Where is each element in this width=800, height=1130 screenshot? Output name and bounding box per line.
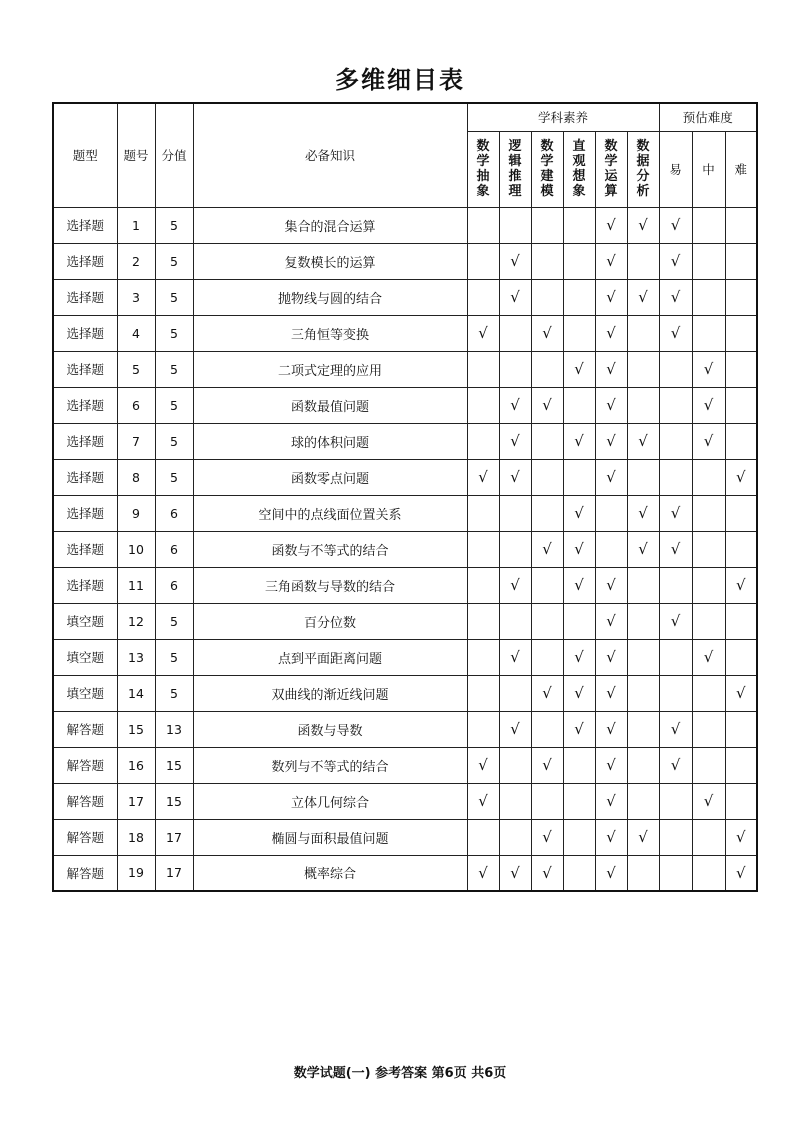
cell-literacy-check: [467, 819, 499, 855]
header-difficulty-2: 中: [692, 131, 725, 207]
cell-literacy-check: √: [563, 495, 595, 531]
cell-score: 5: [155, 639, 193, 675]
cell-difficulty-check: [725, 243, 757, 279]
cell-literacy-check: [563, 459, 595, 495]
cell-number: 7: [117, 423, 155, 459]
cell-type: 填空题: [53, 675, 117, 711]
header-literacy-3: [531, 131, 563, 207]
cell-literacy-check: [531, 495, 563, 531]
cell-knowledge: 三角函数与导数的结合: [193, 567, 467, 603]
cell-difficulty-check: √: [659, 495, 692, 531]
cell-knowledge: 复数模长的运算: [193, 243, 467, 279]
cell-literacy-check: [627, 675, 659, 711]
cell-literacy-check: [531, 711, 563, 747]
cell-knowledge: 抛物线与圆的结合: [193, 279, 467, 315]
cell-literacy-check: [467, 567, 499, 603]
cell-literacy-check: [467, 639, 499, 675]
cell-literacy-check: [499, 819, 531, 855]
cell-literacy-check: [467, 603, 499, 639]
cell-knowledge: 函数零点问题: [193, 459, 467, 495]
cell-difficulty-check: [692, 819, 725, 855]
cell-literacy-check: [595, 531, 627, 567]
cell-score: 15: [155, 783, 193, 819]
cell-difficulty-check: [659, 423, 692, 459]
cell-difficulty-check: [725, 423, 757, 459]
cell-type: 解答题: [53, 855, 117, 891]
table-row: [53, 783, 757, 819]
cell-difficulty-check: [725, 279, 757, 315]
cell-type: 选择题: [53, 207, 117, 243]
cell-literacy-check: [531, 279, 563, 315]
cell-knowledge: 空间中的点线面位置关系: [193, 495, 467, 531]
cell-literacy-check: [467, 207, 499, 243]
header-literacy-2: [499, 131, 531, 207]
cell-literacy-check: [531, 351, 563, 387]
cell-score: 5: [155, 351, 193, 387]
table-row: [53, 639, 757, 675]
cell-literacy-check: [627, 351, 659, 387]
cell-knowledge: 百分位数: [193, 603, 467, 639]
cell-literacy-check: √: [627, 207, 659, 243]
cell-difficulty-check: √: [692, 387, 725, 423]
cell-literacy-check: √: [531, 819, 563, 855]
header-literacy-1: [467, 131, 499, 207]
cell-number: 12: [117, 603, 155, 639]
page-footer: 数学试题(一) 参考答案 第6页 共6页: [293, 1066, 507, 1081]
cell-type: 选择题: [53, 495, 117, 531]
cell-number: 13: [117, 639, 155, 675]
table-row: [53, 855, 757, 891]
cell-knowledge: 函数最值问题: [193, 387, 467, 423]
cell-literacy-check: [467, 243, 499, 279]
cell-literacy-check: √: [499, 423, 531, 459]
header-literacy-6: [627, 131, 659, 207]
cell-difficulty-check: [692, 747, 725, 783]
cell-score: 6: [155, 495, 193, 531]
cell-difficulty-check: [659, 639, 692, 675]
header-literacy-label: 数学建模: [540, 139, 554, 199]
cell-score: 5: [155, 423, 193, 459]
cell-literacy-check: √: [595, 819, 627, 855]
cell-literacy-check: √: [467, 747, 499, 783]
cell-literacy-check: √: [467, 855, 499, 891]
cell-knowledge: 点到平面距离问题: [193, 639, 467, 675]
cell-type: 选择题: [53, 351, 117, 387]
cell-knowledge: 球的体积问题: [193, 423, 467, 459]
cell-literacy-check: [627, 855, 659, 891]
cell-literacy-check: [499, 531, 531, 567]
cell-number: 14: [117, 675, 155, 711]
cell-score: 15: [155, 747, 193, 783]
cell-difficulty-check: √: [692, 639, 725, 675]
cell-knowledge: 三角恒等变换: [193, 315, 467, 351]
cell-literacy-check: √: [499, 855, 531, 891]
table-row: [53, 495, 757, 531]
cell-literacy-check: [499, 207, 531, 243]
cell-literacy-check: √: [627, 279, 659, 315]
table-row: [53, 747, 757, 783]
cell-literacy-check: [563, 747, 595, 783]
cell-literacy-check: [499, 495, 531, 531]
cell-difficulty-check: [692, 603, 725, 639]
header-difficulty-group: 预估难度: [659, 103, 757, 131]
cell-literacy-check: [563, 855, 595, 891]
cell-difficulty-check: [692, 567, 725, 603]
cell-literacy-check: [499, 351, 531, 387]
header-score: 分值: [155, 103, 193, 207]
cell-score: 5: [155, 207, 193, 243]
cell-literacy-check: √: [595, 603, 627, 639]
cell-knowledge: 函数与导数: [193, 711, 467, 747]
cell-literacy-check: √: [627, 495, 659, 531]
header-literacy-label: 数学运算: [604, 139, 618, 199]
cell-literacy-check: √: [563, 711, 595, 747]
cell-literacy-check: [467, 387, 499, 423]
cell-difficulty-check: [692, 675, 725, 711]
cell-knowledge: 函数与不等式的结合: [193, 531, 467, 567]
cell-score: 17: [155, 855, 193, 891]
table-row: [53, 819, 757, 855]
cell-literacy-check: [627, 459, 659, 495]
table-row: [53, 315, 757, 351]
cell-literacy-check: √: [531, 387, 563, 423]
header-literacy-label: 数据分析: [636, 139, 650, 199]
cell-literacy-check: √: [595, 387, 627, 423]
cell-difficulty-check: [725, 315, 757, 351]
table-row: [53, 459, 757, 495]
table-row: [53, 207, 757, 243]
cell-difficulty-check: √: [725, 855, 757, 891]
cell-knowledge: 数列与不等式的结合: [193, 747, 467, 783]
cell-difficulty-check: [659, 675, 692, 711]
cell-score: 13: [155, 711, 193, 747]
cell-number: 16: [117, 747, 155, 783]
cell-difficulty-check: √: [659, 711, 692, 747]
cell-literacy-check: √: [595, 711, 627, 747]
cell-literacy-check: [499, 603, 531, 639]
cell-difficulty-check: [725, 603, 757, 639]
cell-difficulty-check: [659, 855, 692, 891]
cell-number: 17: [117, 783, 155, 819]
table-row: [53, 567, 757, 603]
cell-number: 4: [117, 315, 155, 351]
cell-literacy-check: [499, 783, 531, 819]
cell-difficulty-check: [692, 855, 725, 891]
cell-literacy-check: √: [499, 279, 531, 315]
specification-table: [52, 102, 758, 892]
cell-difficulty-check: [659, 459, 692, 495]
header-literacy-4: [563, 131, 595, 207]
cell-number: 18: [117, 819, 155, 855]
page-title: 多维细目表: [335, 66, 465, 94]
cell-literacy-check: √: [595, 747, 627, 783]
cell-literacy-check: √: [531, 315, 563, 351]
cell-literacy-check: [499, 747, 531, 783]
cell-literacy-check: √: [595, 675, 627, 711]
cell-type: 选择题: [53, 387, 117, 423]
cell-literacy-check: √: [499, 243, 531, 279]
cell-score: 5: [155, 279, 193, 315]
cell-literacy-check: [563, 603, 595, 639]
table-row: [53, 387, 757, 423]
cell-literacy-check: [595, 495, 627, 531]
cell-difficulty-check: [692, 315, 725, 351]
cell-literacy-check: √: [563, 531, 595, 567]
cell-difficulty-check: [659, 819, 692, 855]
cell-literacy-check: √: [595, 855, 627, 891]
cell-literacy-check: √: [531, 675, 563, 711]
cell-knowledge: 二项式定理的应用: [193, 351, 467, 387]
cell-literacy-check: [563, 243, 595, 279]
cell-difficulty-check: [692, 207, 725, 243]
cell-literacy-check: [563, 279, 595, 315]
table-row: [53, 531, 757, 567]
cell-literacy-check: [531, 459, 563, 495]
cell-score: 5: [155, 675, 193, 711]
cell-number: 5: [117, 351, 155, 387]
cell-type: 选择题: [53, 531, 117, 567]
cell-literacy-check: [627, 747, 659, 783]
cell-literacy-check: √: [627, 819, 659, 855]
cell-literacy-check: √: [467, 459, 499, 495]
cell-type: 填空题: [53, 639, 117, 675]
cell-score: 5: [155, 603, 193, 639]
cell-literacy-check: √: [627, 531, 659, 567]
cell-literacy-check: √: [499, 567, 531, 603]
cell-literacy-check: √: [531, 531, 563, 567]
cell-literacy-check: √: [595, 459, 627, 495]
cell-type: 解答题: [53, 783, 117, 819]
table-row: [53, 423, 757, 459]
cell-literacy-check: [499, 675, 531, 711]
cell-difficulty-check: √: [659, 531, 692, 567]
cell-literacy-check: [467, 531, 499, 567]
cell-literacy-check: [531, 207, 563, 243]
cell-difficulty-check: √: [692, 351, 725, 387]
cell-literacy-check: √: [595, 279, 627, 315]
cell-knowledge: 椭圆与面积最值问题: [193, 819, 467, 855]
cell-literacy-check: [627, 315, 659, 351]
cell-difficulty-check: √: [659, 243, 692, 279]
header-literacy-label: 逻辑推理: [508, 139, 522, 199]
header-literacy-label: 数学抽象: [476, 139, 490, 199]
table-row: [53, 279, 757, 315]
cell-literacy-check: √: [595, 639, 627, 675]
cell-knowledge: 立体几何综合: [193, 783, 467, 819]
cell-score: 5: [155, 243, 193, 279]
cell-literacy-check: [499, 315, 531, 351]
cell-type: 选择题: [53, 243, 117, 279]
cell-score: 6: [155, 531, 193, 567]
cell-literacy-check: √: [563, 567, 595, 603]
cell-difficulty-check: [659, 351, 692, 387]
cell-difficulty-check: √: [659, 279, 692, 315]
header-type: 题型: [53, 103, 117, 207]
cell-literacy-check: [627, 603, 659, 639]
table-row: [53, 711, 757, 747]
cell-literacy-check: √: [499, 387, 531, 423]
cell-score: 17: [155, 819, 193, 855]
cell-literacy-check: √: [531, 747, 563, 783]
cell-difficulty-check: [725, 495, 757, 531]
cell-literacy-check: [627, 387, 659, 423]
cell-literacy-check: [467, 351, 499, 387]
cell-literacy-check: √: [499, 639, 531, 675]
header-difficulty-3: 难: [725, 131, 757, 207]
cell-number: 10: [117, 531, 155, 567]
header-number: 题号: [117, 103, 155, 207]
header-knowledge: 必备知识: [193, 103, 467, 207]
cell-literacy-check: [467, 675, 499, 711]
cell-difficulty-check: [692, 279, 725, 315]
cell-literacy-check: √: [563, 423, 595, 459]
cell-literacy-check: [563, 207, 595, 243]
cell-difficulty-check: √: [692, 423, 725, 459]
cell-literacy-check: [531, 567, 563, 603]
header-literacy-5: [595, 131, 627, 207]
cell-difficulty-check: [725, 747, 757, 783]
table-row: [53, 351, 757, 387]
cell-difficulty-check: √: [659, 207, 692, 243]
cell-difficulty-check: [659, 567, 692, 603]
cell-difficulty-check: [725, 387, 757, 423]
cell-number: 19: [117, 855, 155, 891]
cell-type: 解答题: [53, 819, 117, 855]
cell-score: 5: [155, 387, 193, 423]
cell-literacy-check: [531, 603, 563, 639]
cell-literacy-check: [563, 783, 595, 819]
cell-difficulty-check: √: [659, 603, 692, 639]
cell-difficulty-check: √: [725, 819, 757, 855]
cell-difficulty-check: √: [725, 459, 757, 495]
cell-difficulty-check: [692, 495, 725, 531]
cell-type: 解答题: [53, 711, 117, 747]
table-row: [53, 603, 757, 639]
cell-literacy-check: [531, 243, 563, 279]
cell-literacy-check: [531, 783, 563, 819]
cell-difficulty-check: [659, 387, 692, 423]
cell-score: 6: [155, 567, 193, 603]
cell-literacy-check: √: [595, 567, 627, 603]
cell-difficulty-check: √: [659, 315, 692, 351]
cell-score: 5: [155, 315, 193, 351]
cell-literacy-check: √: [563, 639, 595, 675]
cell-difficulty-check: [725, 531, 757, 567]
cell-literacy-check: [531, 423, 563, 459]
cell-type: 解答题: [53, 747, 117, 783]
table-row: [53, 243, 757, 279]
cell-literacy-check: √: [595, 207, 627, 243]
cell-literacy-check: √: [595, 423, 627, 459]
cell-type: 选择题: [53, 459, 117, 495]
cell-type: 选择题: [53, 315, 117, 351]
cell-difficulty-check: [725, 711, 757, 747]
cell-literacy-check: √: [563, 675, 595, 711]
cell-literacy-check: [563, 387, 595, 423]
cell-difficulty-check: √: [725, 567, 757, 603]
cell-number: 3: [117, 279, 155, 315]
cell-literacy-check: √: [627, 423, 659, 459]
cell-literacy-check: [467, 495, 499, 531]
cell-difficulty-check: [725, 351, 757, 387]
cell-literacy-check: √: [531, 855, 563, 891]
cell-type: 选择题: [53, 567, 117, 603]
cell-literacy-check: √: [499, 711, 531, 747]
cell-difficulty-check: [692, 531, 725, 567]
cell-literacy-check: √: [595, 351, 627, 387]
header-literacy-group: 学科素养: [467, 103, 659, 131]
cell-difficulty-check: [692, 243, 725, 279]
cell-literacy-check: [531, 639, 563, 675]
header-difficulty-1: 易: [659, 131, 692, 207]
cell-difficulty-check: [659, 783, 692, 819]
cell-literacy-check: √: [595, 315, 627, 351]
cell-difficulty-check: [725, 639, 757, 675]
cell-literacy-check: [627, 711, 659, 747]
cell-type: 填空题: [53, 603, 117, 639]
cell-literacy-check: [627, 783, 659, 819]
cell-difficulty-check: [692, 711, 725, 747]
cell-literacy-check: √: [563, 351, 595, 387]
cell-literacy-check: [467, 423, 499, 459]
cell-literacy-check: [627, 639, 659, 675]
cell-type: 选择题: [53, 423, 117, 459]
cell-number: 2: [117, 243, 155, 279]
cell-literacy-check: √: [595, 783, 627, 819]
cell-difficulty-check: √: [659, 747, 692, 783]
cell-difficulty-check: [692, 459, 725, 495]
cell-literacy-check: [467, 279, 499, 315]
cell-literacy-check: [627, 567, 659, 603]
header-literacy-label: 直观想象: [572, 139, 586, 199]
cell-difficulty-check: [725, 207, 757, 243]
cell-number: 8: [117, 459, 155, 495]
cell-difficulty-check: [725, 783, 757, 819]
cell-number: 6: [117, 387, 155, 423]
cell-literacy-check: [563, 819, 595, 855]
cell-knowledge: 双曲线的渐近线问题: [193, 675, 467, 711]
cell-score: 5: [155, 459, 193, 495]
table-row: [53, 675, 757, 711]
cell-number: 11: [117, 567, 155, 603]
cell-literacy-check: [563, 315, 595, 351]
cell-literacy-check: √: [467, 783, 499, 819]
cell-literacy-check: [627, 243, 659, 279]
cell-number: 9: [117, 495, 155, 531]
cell-difficulty-check: √: [692, 783, 725, 819]
cell-literacy-check: √: [499, 459, 531, 495]
cell-type: 选择题: [53, 279, 117, 315]
cell-knowledge: 集合的混合运算: [193, 207, 467, 243]
cell-literacy-check: √: [595, 243, 627, 279]
cell-knowledge: 概率综合: [193, 855, 467, 891]
cell-number: 1: [117, 207, 155, 243]
cell-literacy-check: [467, 711, 499, 747]
cell-literacy-check: √: [467, 315, 499, 351]
cell-number: 15: [117, 711, 155, 747]
cell-difficulty-check: √: [725, 675, 757, 711]
